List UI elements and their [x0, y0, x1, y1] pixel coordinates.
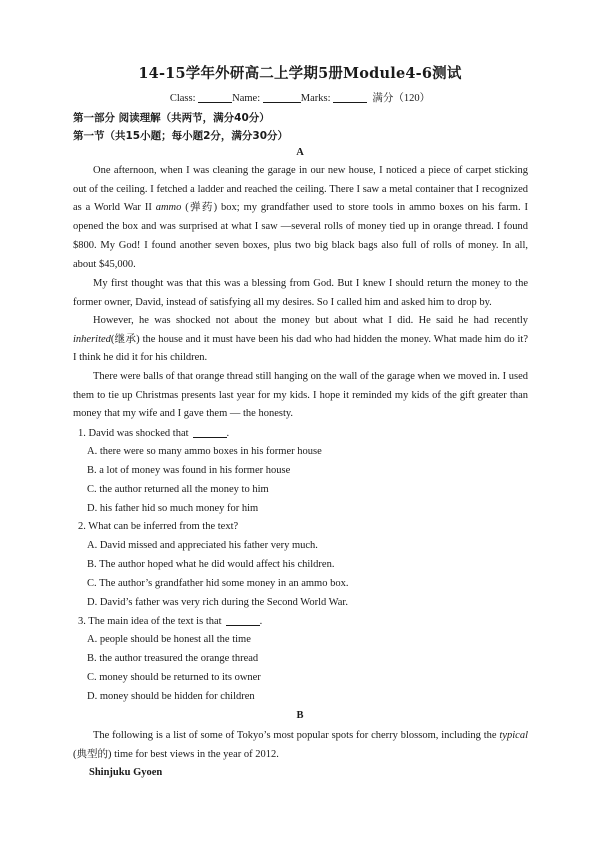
part-heading: 第一部分 阅读理解（共两节，满分40分）: [73, 112, 270, 124]
q1-option-d: D. his father hid so much money for him: [87, 503, 259, 514]
section-heading: 第一节（共15小题；每小题2分，满分30分）: [73, 130, 289, 142]
q3-option-a: A. people should be honest all the time: [87, 634, 251, 645]
passage-b-letter: B: [296, 710, 304, 721]
marks-label: Marks:: [300, 93, 331, 104]
q1-option-a: A. there were so many ammo boxes in his former house: [87, 446, 322, 457]
q1-option-c: C. the author returned all the money to him: [87, 484, 269, 495]
q3-option-b: B. the author treasured the orange thread: [87, 653, 259, 664]
page-title: 14-15学年外研高二上学期5册Module4-6测试: [138, 65, 462, 82]
passage-a-paragraph-2: My first thought was that this was a blessing from God. But I knew I should return the money to the former owner, David, instead of satisfying all my desires. So I called him and asked him to drop by.: [73, 278, 528, 308]
question-3: 3. The main idea of the text is that .: [78, 616, 263, 627]
question-2: 2. What can be inferred from the text?: [78, 521, 239, 532]
q1-option-b: B. a lot of money was found in his former house: [87, 465, 291, 476]
q2-option-b: B. The author hoped what he did would affect his children.: [87, 559, 335, 570]
answer-blank: [226, 615, 260, 626]
student-info-line: [0, 90, 600, 105]
name-blank: [263, 92, 301, 103]
class-label: Class:: [169, 93, 196, 104]
answer-blank: [193, 427, 227, 438]
term-typical: typical: [499, 730, 528, 741]
spot-heading-shinjuku-gyoen: Shinjuku Gyoen: [89, 767, 163, 778]
q2-option-a: A. David missed and appreciated his father very much.: [87, 540, 318, 551]
class-blank: [198, 92, 232, 103]
passage-a-paragraph-1: One afternoon, when I was cleaning the garage in our new house, I noticed a piece of carpet sticking out of the ceiling. I fetched a ladder and reached the ceiling. There I saw a metal container that I recognized as a World War II ammo (弹药) box; my grandfather used to store tools in ammo boxes on his farm. I opened the box and was surprised at what I saw —several rolls of money tied up in orange thread. I found $800. My God! I found another seven boxes, plus two big black bags also full of rolls of money. In all, about $45,000.: [73, 165, 528, 270]
name-label: Name:: [232, 93, 261, 104]
marks-blank: [333, 92, 367, 103]
q3-option-d: D. money should be hidden for children: [87, 691, 255, 702]
q2-option-c: C. The author’s grandfather hid some money in an ammo box.: [87, 578, 349, 589]
passage-a-paragraph-4: There were balls of that orange thread still hanging on the wall of the garage when we moved in. I used them to tie up Christmas presents last year for my kids. I hope it reminded my kids of the gift greater than money that my wife and I gave them — the honesty.: [73, 371, 528, 420]
question-1: 1. David was shocked that .: [78, 428, 230, 439]
q3-option-c: C. money should be returned to its owner: [87, 672, 261, 683]
passage-b-intro: The following is a list of some of Tokyo’s most popular spots for cherry blossom, including the typical (典型的) time for best views in the year of 2012.: [73, 730, 528, 760]
passage-a-letter: A: [296, 147, 304, 158]
term-inherited: inherited: [73, 333, 111, 345]
q2-option-d: D. David’s father was very rich during the Second World War.: [87, 597, 348, 608]
passage-a-paragraph-3: However, he was shocked not about the money but about what I did. He said he had recently inherited(继承) the house and it must have been his dad who had hidden the money. What made him do it? I think he did it for his children.: [73, 315, 528, 364]
score-label: 满分（120）: [372, 93, 431, 104]
term-ammo: ammo: [155, 202, 182, 214]
